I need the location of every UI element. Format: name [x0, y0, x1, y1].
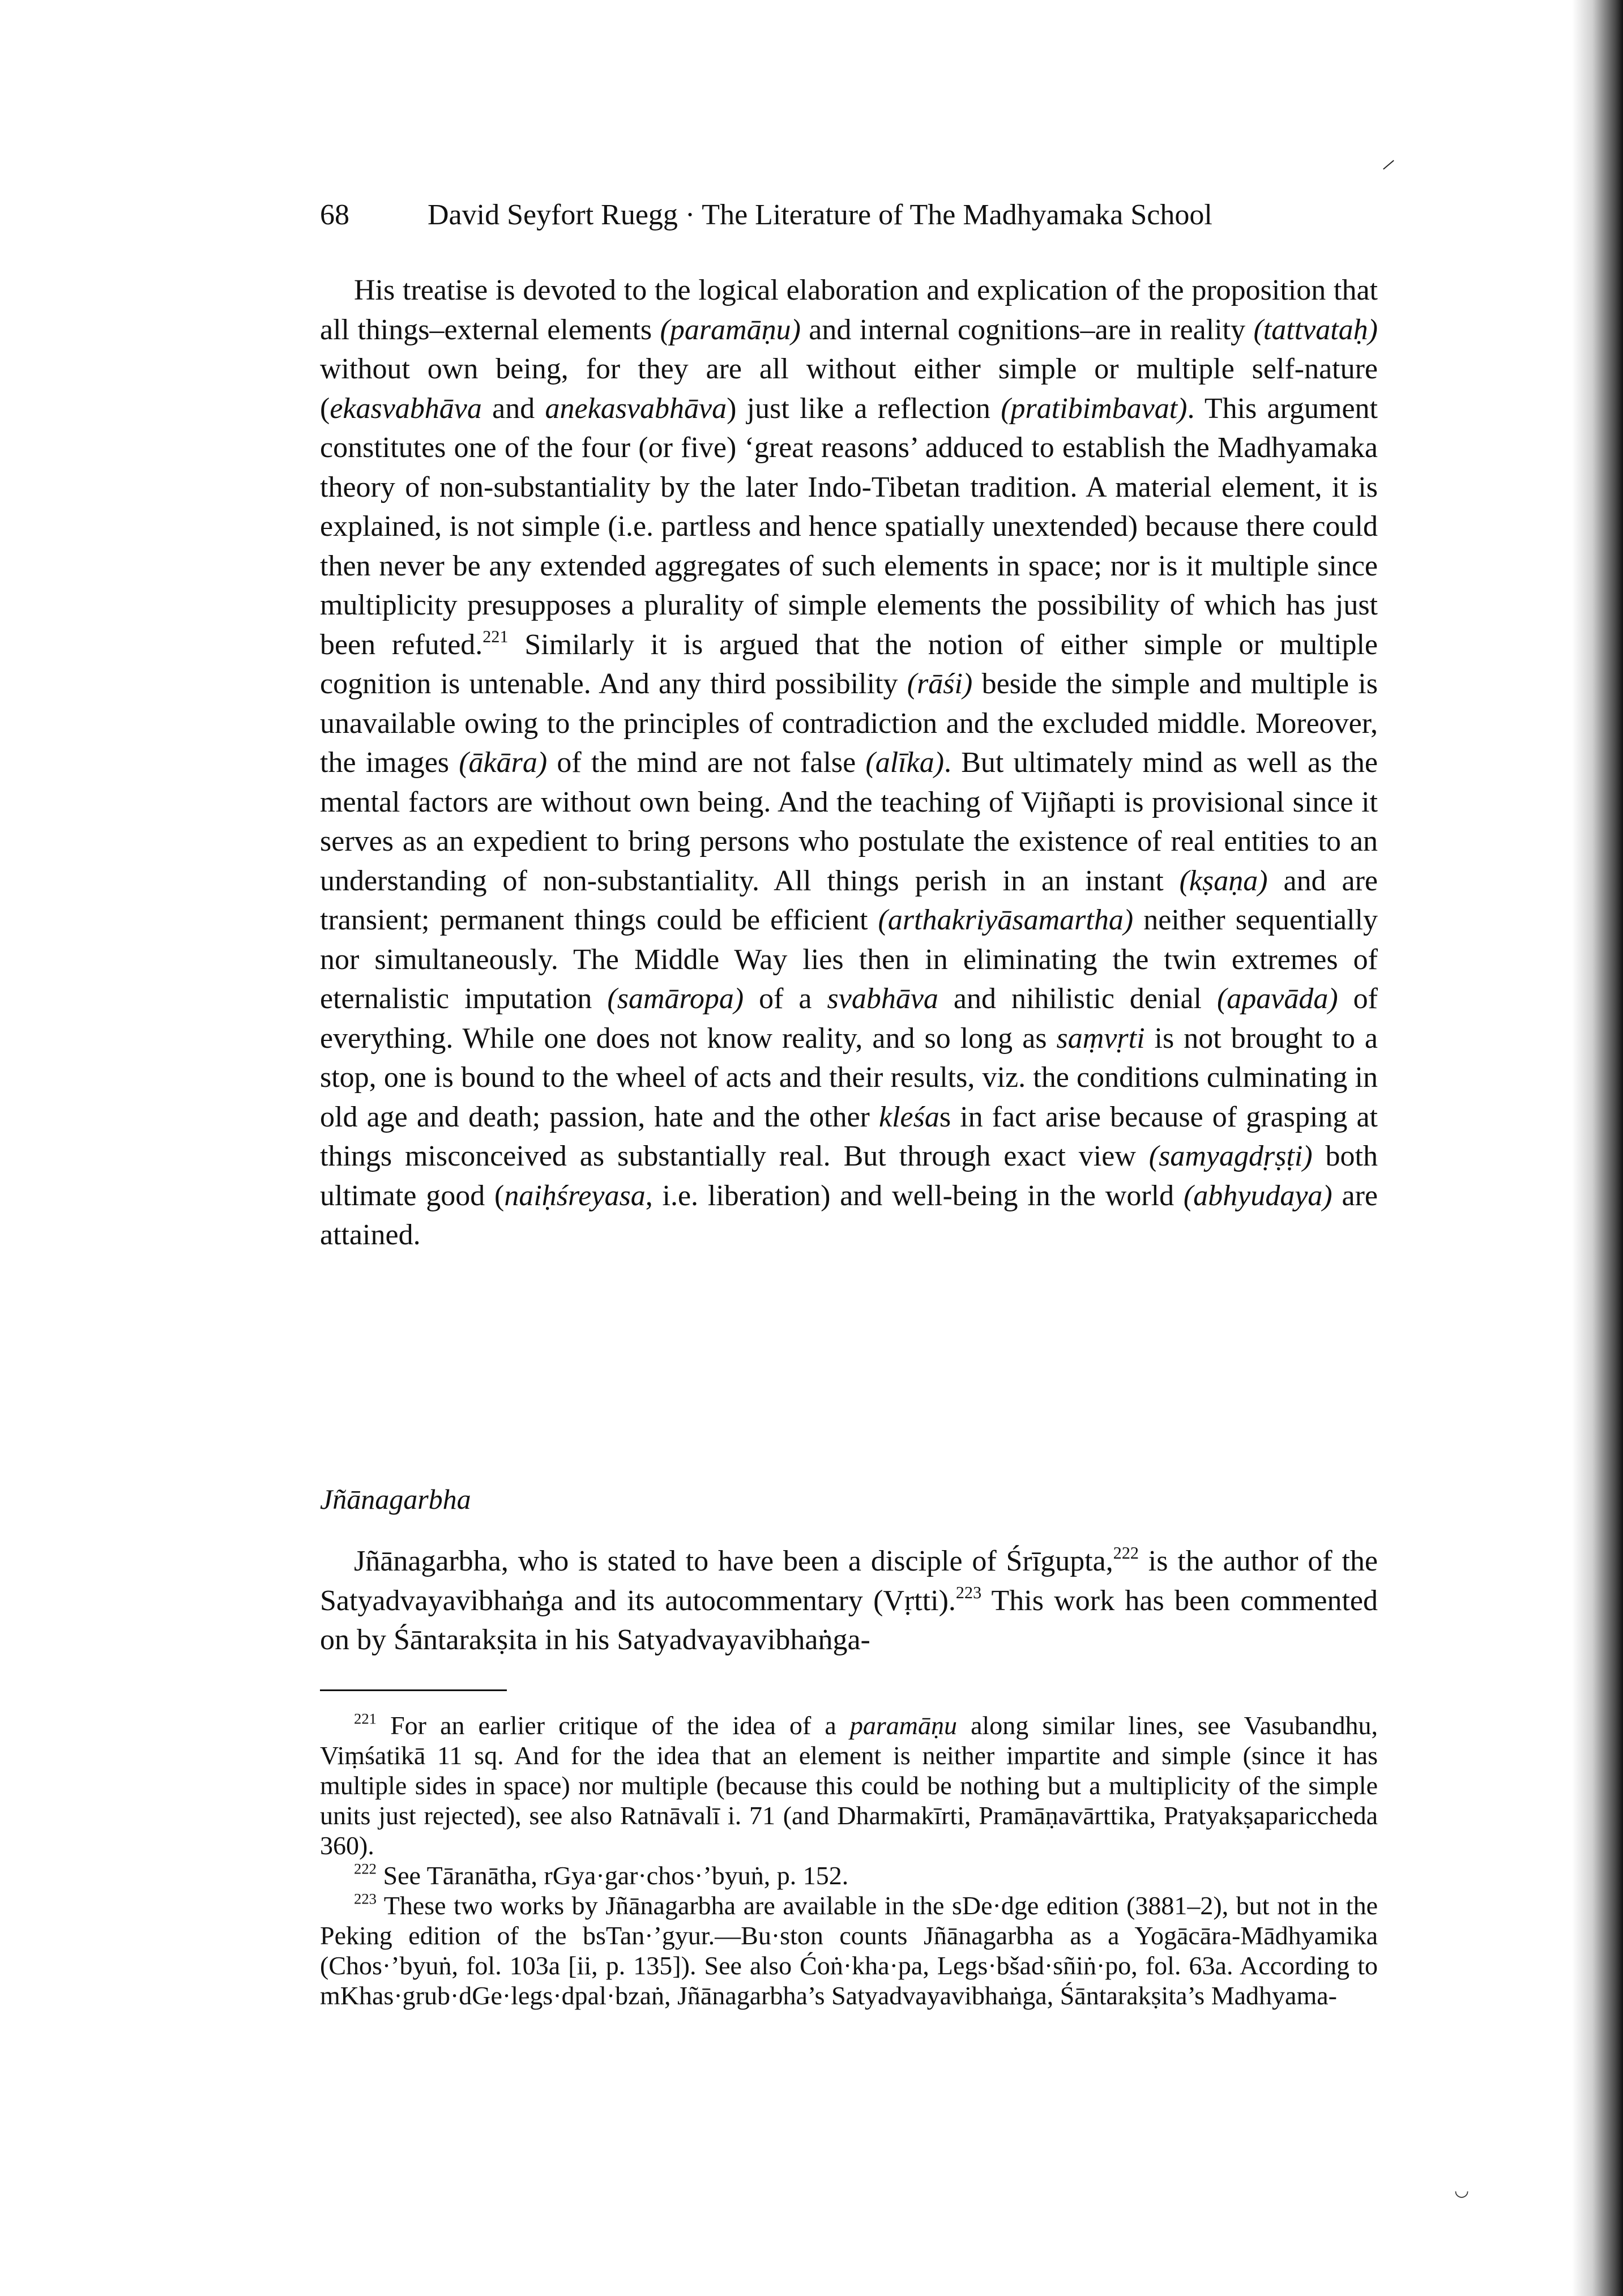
text-run: of the mind are not false [547, 746, 866, 779]
page-number: 68 [320, 199, 349, 231]
main-text [320, 271, 1378, 1255]
text-run: both ultimate good ( [320, 1140, 1378, 1212]
italic-term: paramāṇu [849, 1711, 958, 1740]
italic-term: (rāśi) [907, 668, 973, 700]
footnote-221 [320, 1710, 1378, 1860]
text-run: . This argument constitutes one of the four (or five) ‘great reasons’ adduced to establish the Madhyamaka theory of non-substantiality by the later Indo-Tibetan tradition. A material element, it is explained, is not simple (i.e. partless and hence spatially unextended) because there could then never be any extended aggregates of such elements in space; nor is it multiple since multiplicity presupposes a plurality of simple elements the possibility of which has just been refuted. [320, 392, 1378, 661]
text-run: and internal cognitions–are in reality [800, 313, 1254, 346]
italic-term: kleśa [878, 1100, 939, 1133]
stray-pen-mark [1383, 160, 1394, 170]
footnote-separator [320, 1689, 507, 1691]
text-run: beside the simple and multiple is unavailable owing to the principles of contradiction and the excluded middle. Moreover, the images [320, 668, 1378, 779]
text-run: These two works by Jñānagarbha are available in the sDe·dge edition (3881–2), but not in the Peking edition of the bsTan·’gyur.—Bu·ston counts Jñānagarbha as a Yogācāra-Mādhyamika (Chos·’byuṅ, fol. 103a [ii, p. 135]). See also Ćoṅ·kha·pa, Legs·bšad·sñiṅ·po, fol. 63a. According to mKhas·grub·dGe·legs·dpal·bzaṅ, Jñānagarbha’s Satyadvayavibhaṅga, Śāntarakṣita’s Madhyama- [320, 1891, 1378, 2010]
italic-term: naiḥśreyasa [504, 1179, 646, 1212]
text-run: For an earlier critique of the idea of a [377, 1711, 850, 1740]
italic-term: (ākāra) [459, 746, 548, 779]
italic-term: (pratibimbavat) [1001, 392, 1188, 425]
italic-term: (abhyudaya) [1183, 1179, 1332, 1212]
text-run: This work has been commented on by Śāntarakṣita in his Satyadvayavibhaṅga- [320, 1584, 1378, 1656]
text-run: See Tāranātha, rGya·gar·chos·’byuṅ, p. 152. [377, 1861, 849, 1890]
footnote-number: 221 [354, 1710, 377, 1727]
italic-term: ekasvabhāva [330, 392, 482, 425]
text-run: Jñānagarbha, who is stated to have been a disciple of Śrīgupta, [354, 1545, 1113, 1577]
text-run: s in fact arise because of grasping at things misconceived as substantially real. But through exact view [320, 1100, 1378, 1172]
footnote-ref[interactable]: 222 [1113, 1543, 1139, 1563]
footnote-number: 223 [354, 1890, 377, 1907]
text-run: is the author of the Satyadvayavibhaṅga and its autocommentary (Vṛtti). [320, 1545, 1378, 1617]
text-run: ) just like a reflection [727, 392, 1001, 425]
text-run: without own being, for they are all without either simple or multiple self-nature ( [320, 353, 1378, 425]
italic-term: (arthakriyāsamartha) [878, 904, 1134, 936]
running-title: David Seyfort Ruegg · The Literature of The Madhyamaka School [428, 199, 1212, 231]
footnote-number: 222 [354, 1860, 377, 1877]
text-run: and nihilistic denial [938, 983, 1217, 1015]
text-run: neither sequentially nor simultaneously. The Middle Way lies then in eliminating the twin extremes of eternalistic imputation [320, 904, 1378, 1015]
paragraph-jnanagarbha [320, 1542, 1378, 1660]
scan-edge-shadow [1572, 0, 1623, 2296]
bottom-pencil-mark: ◡ [1454, 2181, 1470, 2200]
italic-term: (paramāṇu) [660, 313, 801, 346]
text-run: and are transient; permanent things could be efficient [320, 864, 1378, 936]
italic-term: saṃvṛti [1056, 1022, 1145, 1055]
text-run: of everything. While one does not know reality, and so long as [320, 983, 1378, 1055]
text-run: His treatise is devoted to the logical elaboration and explication of the proposition that all things–external elements [320, 274, 1378, 346]
footnote-ref[interactable]: 223 [955, 1582, 982, 1602]
italic-term: (samyagdṛṣṭi) [1148, 1140, 1313, 1172]
text-run: , i.e. liberation) and well-being in the world [645, 1179, 1184, 1212]
italic-term: (tattvataḥ) [1253, 313, 1378, 346]
text-run: Similarly it is argued that the notion of either simple or multiple cognition is untenable. And any third possibility [320, 628, 1378, 700]
footnote-ref[interactable]: 221 [482, 626, 509, 646]
italic-term: (samāropa) [607, 983, 744, 1015]
text-run: of a [744, 983, 827, 1015]
italic-term: anekasvabhāva [545, 392, 727, 425]
section-heading-jnanagarbha: Jñānagarbha [320, 1483, 471, 1515]
text-run: . But ultimately mind as well as the mental factors are without own being. And the teaching of Vijñapti is provisional since it serves as an expedient to bring persons who postulate the existence of real entities to an understanding of non-substantiality. All things perish in an instant [320, 746, 1378, 897]
italic-term: (kṣaṇa) [1179, 864, 1268, 897]
italic-term: (apavāda) [1216, 983, 1338, 1015]
footnote-222 [320, 1860, 1378, 1890]
footnote-223 [320, 1890, 1378, 2011]
text-run: are attained. [320, 1179, 1378, 1251]
main-text-jnanagarbha [320, 1542, 1378, 1660]
italic-term: svabhāva [827, 983, 938, 1015]
footnotes [320, 1710, 1378, 2011]
text-run: along similar lines, see Vasubandhu, Viṃśatikā 11 sq. And for the idea that an element is neither impartite and simple (since it has multiple sides in space) nor multiple (because this could be nothing but a multiplicity of the simple units just rejected), see also Ratnāvalī i. 71 (and Dharmakīrti, Pramāṇavārttika, Pratyakṣapariccheda 360). [320, 1711, 1378, 1860]
running-head [320, 195, 1379, 235]
text-run: is not brought to a stop, one is bound to the wheel of acts and their results, viz. the conditions culminating in old age and death; passion, hate and the other [320, 1022, 1378, 1133]
text-run: and [481, 392, 545, 425]
italic-term: (alīka) [865, 746, 945, 779]
paragraph-treatise [320, 271, 1378, 1255]
